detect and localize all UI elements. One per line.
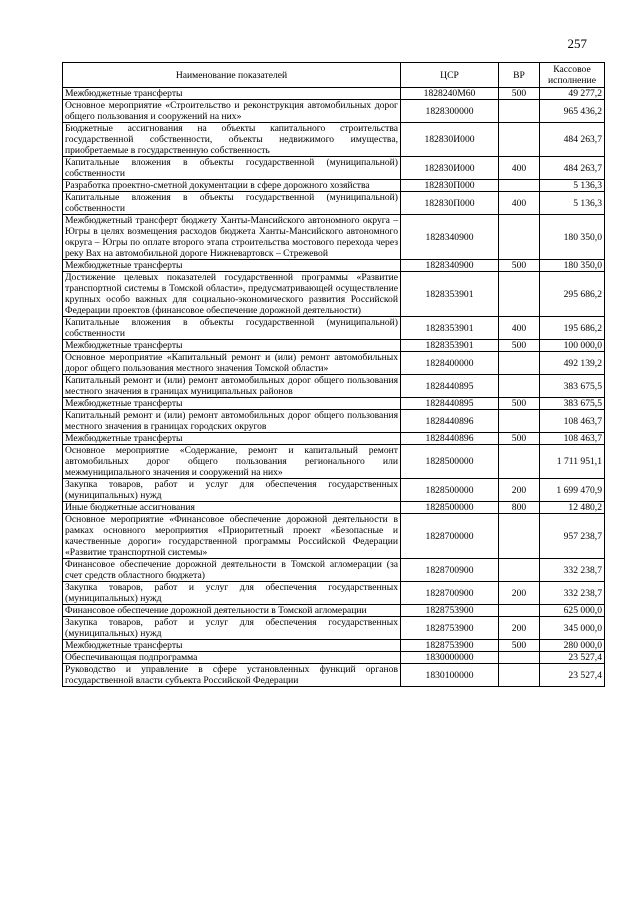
row-amount-cell: 108 463,7	[540, 410, 605, 433]
table-row	[63, 652, 605, 664]
row-amount-cell: 332 238,7	[540, 582, 605, 605]
table-row	[63, 260, 605, 272]
header-amount: Кассовое исполнение	[540, 63, 605, 88]
table-row	[63, 617, 605, 640]
row-csr-cell: 1828400000	[401, 352, 499, 375]
row-amount-cell: 957 238,7	[540, 514, 605, 559]
row-csr-cell: 182830П000	[401, 192, 499, 215]
table-row	[63, 410, 605, 433]
row-csr-cell: 1828700900	[401, 559, 499, 582]
row-csr-cell: 1828500000	[401, 502, 499, 514]
row-amount-cell: 49 277,2	[540, 88, 605, 100]
row-amount-cell: 12 480,2	[540, 502, 605, 514]
row-vr-cell: 500	[499, 640, 540, 652]
row-amount-cell: 180 350,0	[540, 215, 605, 260]
row-csr-cell: 1828340900	[401, 215, 499, 260]
row-csr-cell: 1828700900	[401, 582, 499, 605]
row-amount-cell: 383 675,5	[540, 375, 605, 398]
row-csr-cell: 1828500000	[401, 479, 499, 502]
row-csr-cell: 1828300000	[401, 100, 499, 123]
row-amount-cell: 100 000,0	[540, 340, 605, 352]
page-number: 257	[567, 36, 587, 51]
table-row	[63, 272, 605, 317]
row-vr-cell	[499, 375, 540, 398]
row-vr-cell	[499, 445, 540, 479]
row-name-cell: Основное мероприятие «Капитальный ремонт и (или) ремонт автомобильных дорог общего пользования местного значения Томской области»	[63, 352, 401, 375]
table-row	[63, 215, 605, 260]
row-csr-cell: 1828353901	[401, 340, 499, 352]
table-row	[63, 445, 605, 479]
table-row	[63, 502, 605, 514]
row-name-cell: Бюджетные ассигнования на объекты капитального строительства государственной собственности, объекты недвижимого имущества, приобретаемые в государственную собственность	[63, 123, 401, 157]
table-header-row	[63, 63, 605, 88]
table-row	[63, 317, 605, 340]
row-vr-cell	[499, 514, 540, 559]
row-vr-cell: 800	[499, 502, 540, 514]
row-amount-cell: 345 000,0	[540, 617, 605, 640]
row-csr-cell: 1828353901	[401, 272, 499, 317]
table-body	[63, 88, 605, 687]
row-csr-cell: 1828353901	[401, 317, 499, 340]
row-csr-cell: 1828440896	[401, 433, 499, 445]
row-vr-cell: 500	[499, 340, 540, 352]
table-row	[63, 582, 605, 605]
row-amount-cell: 180 350,0	[540, 260, 605, 272]
row-amount-cell: 625 000,0	[540, 605, 605, 617]
row-name-cell: Основное мероприятие «Строительство и реконструкция автомобильных дорог общего пользования и сооружений на них»	[63, 100, 401, 123]
row-vr-cell	[499, 652, 540, 664]
row-amount-cell: 23 527,4	[540, 664, 605, 687]
budget-table	[62, 62, 605, 687]
row-amount-cell: 5 136,3	[540, 192, 605, 215]
row-vr-cell	[499, 352, 540, 375]
row-amount-cell: 1 699 470,9	[540, 479, 605, 502]
table-row	[63, 479, 605, 502]
row-csr-cell: 1828240М60	[401, 88, 499, 100]
row-name-cell: Межбюджетные трансферты	[63, 640, 401, 652]
row-name-cell: Закупка товаров, работ и услуг для обеспечения государственных (муниципальных) нужд	[63, 617, 401, 640]
row-amount-cell: 108 463,7	[540, 433, 605, 445]
table-row	[63, 398, 605, 410]
row-amount-cell: 484 263,7	[540, 123, 605, 157]
table-row	[63, 180, 605, 192]
row-name-cell: Закупка товаров, работ и услуг для обеспечения государственных (муниципальных) нужд	[63, 479, 401, 502]
table-row	[63, 340, 605, 352]
row-csr-cell: 1828753900	[401, 605, 499, 617]
row-csr-cell: 1830100000	[401, 664, 499, 687]
row-vr-cell: 400	[499, 157, 540, 180]
row-vr-cell: 400	[499, 317, 540, 340]
row-csr-cell: 1828440896	[401, 410, 499, 433]
row-vr-cell	[499, 559, 540, 582]
row-vr-cell: 200	[499, 479, 540, 502]
row-name-cell: Капитальные вложения в объекты государственной (муниципальной) собственности	[63, 317, 401, 340]
row-csr-cell: 1828440895	[401, 375, 499, 398]
row-name-cell: Межбюджетные трансферты	[63, 88, 401, 100]
row-vr-cell: 500	[499, 398, 540, 410]
row-vr-cell	[499, 410, 540, 433]
row-vr-cell	[499, 100, 540, 123]
row-name-cell: Капитальный ремонт и (или) ремонт автомобильных дорог общего пользования местного значения в границах муниципальных районов	[63, 375, 401, 398]
row-csr-cell: 1828753900	[401, 617, 499, 640]
row-amount-cell: 965 436,2	[540, 100, 605, 123]
row-amount-cell: 484 263,7	[540, 157, 605, 180]
row-csr-cell: 1828700000	[401, 514, 499, 559]
row-name-cell: Разработка проектно-сметной документации в сфере дорожного хозяйства	[63, 180, 401, 192]
row-name-cell: Финансовое обеспечение дорожной деятельности в Томской агломерации (за счет средств областного бюджета)	[63, 559, 401, 582]
row-vr-cell: 500	[499, 433, 540, 445]
row-vr-cell: 200	[499, 617, 540, 640]
row-name-cell: Межбюджетные трансферты	[63, 260, 401, 272]
row-csr-cell: 1828753900	[401, 640, 499, 652]
row-name-cell: Достижение целевых показателей государственной программы «Развитие транспортной системы в Томской области», предусматривающей осуществление крупных особо важных для социально-экономического развития Российской Федерации проектов (финансовое обеспечение дорожной деятельности)	[63, 272, 401, 317]
table-row	[63, 433, 605, 445]
row-name-cell: Основное мероприятие «Финансовое обеспечение дорожной деятельности в рамках основного мероприятия «Приоритетный проект «Безопасные и качественные дороги» государственной программы Российской Федерации «Развитие транспортной системы»	[63, 514, 401, 559]
row-vr-cell	[499, 664, 540, 687]
row-vr-cell: 400	[499, 192, 540, 215]
row-vr-cell	[499, 605, 540, 617]
table-row	[63, 640, 605, 652]
row-csr-cell: 182830П000	[401, 180, 499, 192]
row-name-cell: Межбюджетный трансферт бюджету Ханты-Мансийского автономного округа – Югры в целях возмещения расходов бюджета Ханты-Мансийского автономного округа – Югры по оплате второго этапа строительства мостового перехода через реку Вах на автомобильной дороге Нижневартовск – Стрежевой	[63, 215, 401, 260]
row-amount-cell: 1 711 951,1	[540, 445, 605, 479]
row-name-cell: Капитальные вложения в объекты государственной (муниципальной) собственности	[63, 192, 401, 215]
header-name: Наименование показателей	[63, 63, 401, 88]
table-row	[63, 157, 605, 180]
row-csr-cell: 1830000000	[401, 652, 499, 664]
row-vr-cell: 500	[499, 88, 540, 100]
row-vr-cell	[499, 215, 540, 260]
row-amount-cell: 23 527,4	[540, 652, 605, 664]
table-row	[63, 559, 605, 582]
header-csr: ЦСР	[401, 63, 499, 88]
row-name-cell: Закупка товаров, работ и услуг для обеспечения государственных (муниципальных) нужд	[63, 582, 401, 605]
row-amount-cell: 195 686,2	[540, 317, 605, 340]
row-csr-cell: 182830И000	[401, 123, 499, 157]
table-row	[63, 664, 605, 687]
row-name-cell: Межбюджетные трансферты	[63, 340, 401, 352]
row-name-cell: Межбюджетные трансферты	[63, 433, 401, 445]
row-csr-cell: 182830И000	[401, 157, 499, 180]
table-row	[63, 88, 605, 100]
row-vr-cell: 200	[499, 582, 540, 605]
row-vr-cell: 500	[499, 260, 540, 272]
row-csr-cell: 1828440895	[401, 398, 499, 410]
header-vr: ВР	[499, 63, 540, 88]
table-row	[63, 100, 605, 123]
row-vr-cell	[499, 180, 540, 192]
row-name-cell: Межбюджетные трансферты	[63, 398, 401, 410]
row-vr-cell	[499, 272, 540, 317]
row-name-cell: Капитальный ремонт и (или) ремонт автомобильных дорог общего пользования местного значения в границах городских округов	[63, 410, 401, 433]
row-name-cell: Финансовое обеспечение дорожной деятельности в Томской агломерации	[63, 605, 401, 617]
row-name-cell: Иные бюджетные ассигнования	[63, 502, 401, 514]
table-row	[63, 605, 605, 617]
row-csr-cell: 1828500000	[401, 445, 499, 479]
row-amount-cell: 383 675,5	[540, 398, 605, 410]
row-vr-cell	[499, 123, 540, 157]
row-csr-cell: 1828340900	[401, 260, 499, 272]
table-row	[63, 514, 605, 559]
row-amount-cell: 492 139,2	[540, 352, 605, 375]
table-row	[63, 192, 605, 215]
row-name-cell: Основное мероприятие «Содержание, ремонт и капитальный ремонт автомобильных дорог общего пользования регионального или межмуниципального значения и сооружений на них»	[63, 445, 401, 479]
row-name-cell: Капитальные вложения в объекты государственной (муниципальной) собственности	[63, 157, 401, 180]
table-row	[63, 375, 605, 398]
row-amount-cell: 332 238,7	[540, 559, 605, 582]
table-row	[63, 123, 605, 157]
table-row	[63, 352, 605, 375]
row-name-cell: Обеспечивающая подпрограмма	[63, 652, 401, 664]
row-name-cell: Руководство и управление в сфере установленных функций органов государственной власти субъекта Российской Федерации	[63, 664, 401, 687]
row-amount-cell: 295 686,2	[540, 272, 605, 317]
row-amount-cell: 5 136,3	[540, 180, 605, 192]
row-amount-cell: 280 000,0	[540, 640, 605, 652]
